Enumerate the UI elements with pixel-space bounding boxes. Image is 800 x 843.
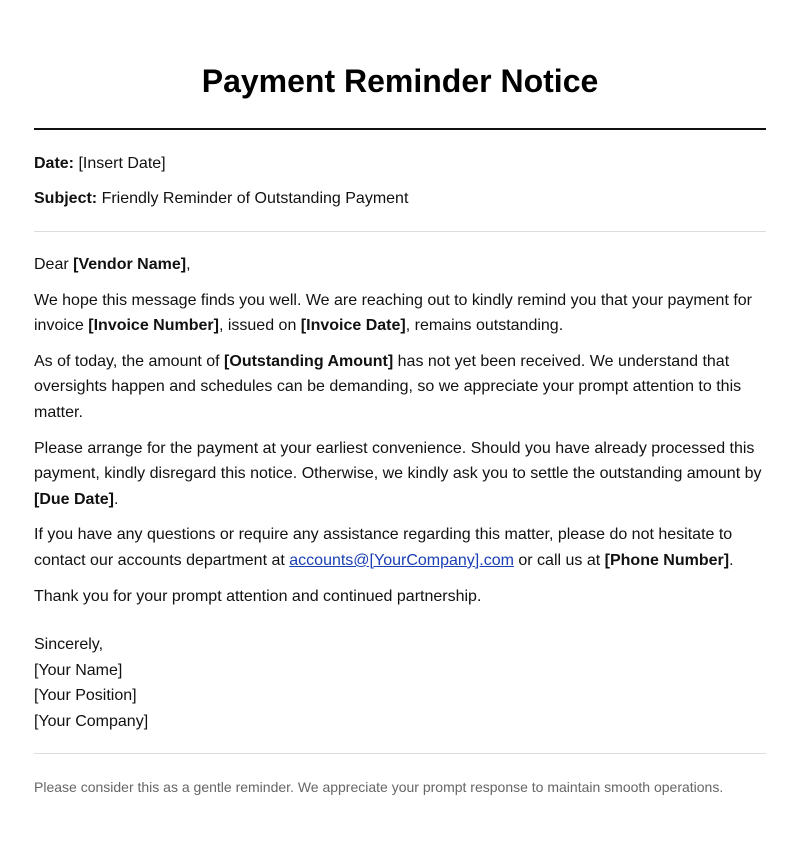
paragraph-text: Please arrange for the payment at your earliest convenience. Should you have already processed this payment, kindly disregard this notice. Otherwise, we kindly ask you to settle the outstanding amount by [34,439,762,483]
signature-closing: Sincerely, [34,636,104,654]
greeting [34,252,766,278]
title-divider [34,128,766,130]
subject-label: Subject: [34,190,98,207]
paragraph-text: , remains outstanding. [405,317,564,335]
paragraph-text: . [114,490,119,508]
greeting-prefix: Dear [34,256,69,273]
paragraph-text: As of today, the amount of [34,352,220,370]
paragraph-due [34,436,766,513]
document [34,0,766,796]
due-date: [Due Date] [34,490,115,508]
paragraph-text: . [729,551,734,569]
paragraph-text: has not yet been received. We understand that oversights happen and schedules can be demanding, so we appreciate your prompt attention to this matter. [34,352,742,421]
signature-company: [Your Company] [34,712,149,730]
signature-block [34,632,766,734]
phone-number: [Phone Number] [604,551,730,569]
paragraph-intro [34,288,766,339]
page-title: Payment Reminder Notice [201,63,599,99]
letter-body [34,252,766,609]
email-link[interactable]: accounts@[YourCompany].com [289,551,514,569]
signature-position: [Your Position] [34,687,137,705]
paragraph-contact [34,522,766,573]
meta-divider [34,231,766,232]
paragraph-text: If you have any questions or require any assistance regarding this matter, please do not hesitate to contact our accounts department at [34,526,733,569]
paragraph-text: , issued on [218,317,297,335]
greeting-suffix: , [186,256,191,273]
vendor-name: [Vendor Name] [73,256,187,273]
date-label: Date: [34,155,75,172]
subject-line [34,188,766,210]
subject-value: Friendly Reminder of Outstanding Payment [101,190,409,207]
meta-section [34,153,766,210]
paragraph-text: We hope this message finds you well. We are reaching out to kindly remind you that your payment for invoice [34,291,752,335]
paragraph-amount [34,349,766,426]
invoice-date: [Invoice Date] [300,317,406,335]
date-value: [Insert Date] [78,155,166,172]
footer-note: Please consider this as a gentle reminder. We appreciate your prompt response to maintain smooth operations. [34,778,724,795]
paragraph-thanks: Thank you for your prompt attention and continued partnership. [34,587,482,605]
signature-name: [Your Name] [34,661,123,679]
footer-divider [34,753,766,754]
invoice-number: [Invoice Number] [88,317,219,335]
paragraph-text: or call us at [518,551,601,569]
outstanding-amount: [Outstanding Amount] [224,352,394,370]
date-line [34,153,766,175]
